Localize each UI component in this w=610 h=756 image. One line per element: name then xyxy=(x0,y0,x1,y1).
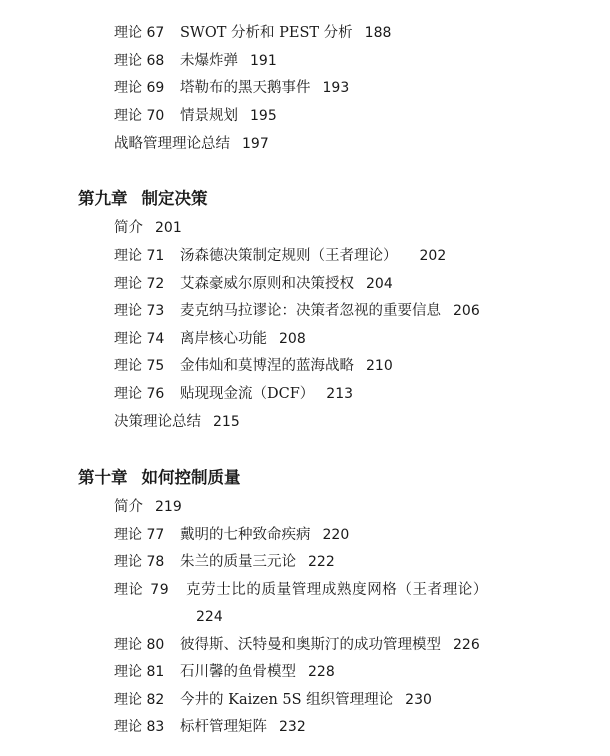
page-number: 202 xyxy=(419,248,447,264)
theory-label: 理论 68 xyxy=(114,53,165,69)
toc-entry xyxy=(114,301,480,321)
page-number: 222 xyxy=(308,554,335,570)
entry-title: 克劳士比的质量管理成熟度网格（王者理论） xyxy=(186,582,488,598)
theory-label: 理论 79 xyxy=(114,582,170,598)
toc-entry xyxy=(114,329,306,349)
toc-entry xyxy=(114,635,480,655)
chapter-number: 第十章 xyxy=(78,468,128,487)
theory-label: 理论 73 xyxy=(114,303,165,319)
entry-title: 未爆炸弹 xyxy=(180,53,238,69)
chapter-heading xyxy=(78,189,208,209)
toc-entry xyxy=(114,412,240,432)
entry-title: 标杆管理矩阵 xyxy=(180,719,267,735)
toc-entry xyxy=(114,717,306,737)
theory-label: 理论 80 xyxy=(114,637,165,653)
entry-title: 戴明的七种致命疾病 xyxy=(180,527,311,543)
chapter-number: 第九章 xyxy=(78,189,128,208)
toc-entry xyxy=(114,525,349,545)
page-number: 195 xyxy=(250,108,277,124)
entry-title: 朱兰的质量三元论 xyxy=(180,554,296,570)
theory-label: 理论 67 xyxy=(114,25,165,41)
theory-label: 理论 69 xyxy=(114,80,165,96)
toc-entry xyxy=(114,662,335,682)
entry-title: 艾森豪威尔原则和决策授权 xyxy=(180,276,354,292)
page-number: 230 xyxy=(405,692,432,708)
page-number: 232 xyxy=(279,719,306,735)
theory-label: 理论 72 xyxy=(114,276,165,292)
theory-label: 理论 77 xyxy=(114,527,165,543)
chapter-title: 如何控制质量 xyxy=(141,468,241,487)
entry-title: 简介 xyxy=(114,220,143,236)
theory-label: 理论 74 xyxy=(114,331,165,347)
theory-label: 理论 78 xyxy=(114,554,165,570)
page-number: 215 xyxy=(213,414,240,430)
toc-entry xyxy=(114,580,488,600)
page-number: 226 xyxy=(453,637,480,653)
toc-entry xyxy=(114,356,393,376)
toc-entry xyxy=(114,497,182,517)
page-number: 213 xyxy=(326,386,354,402)
toc-entry-continuation xyxy=(196,607,223,627)
page-number: 197 xyxy=(242,136,269,152)
page-number: 188 xyxy=(364,25,392,41)
toc-entry xyxy=(114,690,432,710)
entry-title: 石川馨的鱼骨模型 xyxy=(180,664,296,680)
toc-entry xyxy=(114,552,335,572)
entry-title: 麦克纳马拉谬论：决策者忽视的重要信息 xyxy=(180,303,441,319)
entry-title: 简介 xyxy=(114,499,143,515)
page-number: 224 xyxy=(196,609,223,625)
page-number: 210 xyxy=(366,358,393,374)
page-number: 191 xyxy=(250,53,277,69)
page-number: 220 xyxy=(322,527,350,543)
theory-label: 理论 71 xyxy=(114,248,165,264)
toc-entry xyxy=(114,384,353,404)
theory-label: 理论 75 xyxy=(114,358,165,374)
entry-title: 彼得斯、沃特曼和奥斯汀的成功管理模型 xyxy=(180,637,441,653)
entry-title: 离岸核心功能 xyxy=(180,331,267,347)
page-number: 208 xyxy=(279,331,306,347)
entry-title: 决策理论总结 xyxy=(114,414,201,430)
toc-entry xyxy=(114,51,277,71)
page-number: 228 xyxy=(308,664,335,680)
entry-title: 今井的 Kaizen 5S 组织管理理论 xyxy=(180,692,394,708)
theory-label: 理论 81 xyxy=(114,664,165,680)
toc-entry xyxy=(114,106,277,126)
toc-entry xyxy=(114,78,349,98)
theory-label: 理论 83 xyxy=(114,719,165,735)
entry-title: 战略管理理论总结 xyxy=(114,136,230,152)
chapter-title: 制定决策 xyxy=(141,189,208,208)
theory-label: 理论 76 xyxy=(114,386,165,402)
entry-title: 金伟灿和莫博涅的蓝海战略 xyxy=(180,358,354,374)
toc-entry xyxy=(114,23,391,43)
entry-title: 贴现现金流（DCF） xyxy=(180,386,315,402)
page-number: 193 xyxy=(322,80,350,96)
chapter-heading xyxy=(78,468,241,488)
page-number: 204 xyxy=(366,276,393,292)
page-number: 201 xyxy=(155,220,182,236)
page-number: 206 xyxy=(453,303,480,319)
entry-title: 情景规划 xyxy=(180,108,238,124)
page-number: 219 xyxy=(155,499,182,515)
toc-entry xyxy=(114,134,269,154)
toc-entry xyxy=(114,246,446,266)
theory-label: 理论 70 xyxy=(114,108,165,124)
toc-entry xyxy=(114,218,182,238)
entry-title: 塔勒布的黑天鹅事件 xyxy=(180,80,311,96)
entry-title: SWOT 分析和 PEST 分析 xyxy=(180,25,353,41)
toc-entry xyxy=(114,274,393,294)
theory-label: 理论 82 xyxy=(114,692,165,708)
entry-title: 汤森德决策制定规则（王者理论） xyxy=(180,248,398,264)
